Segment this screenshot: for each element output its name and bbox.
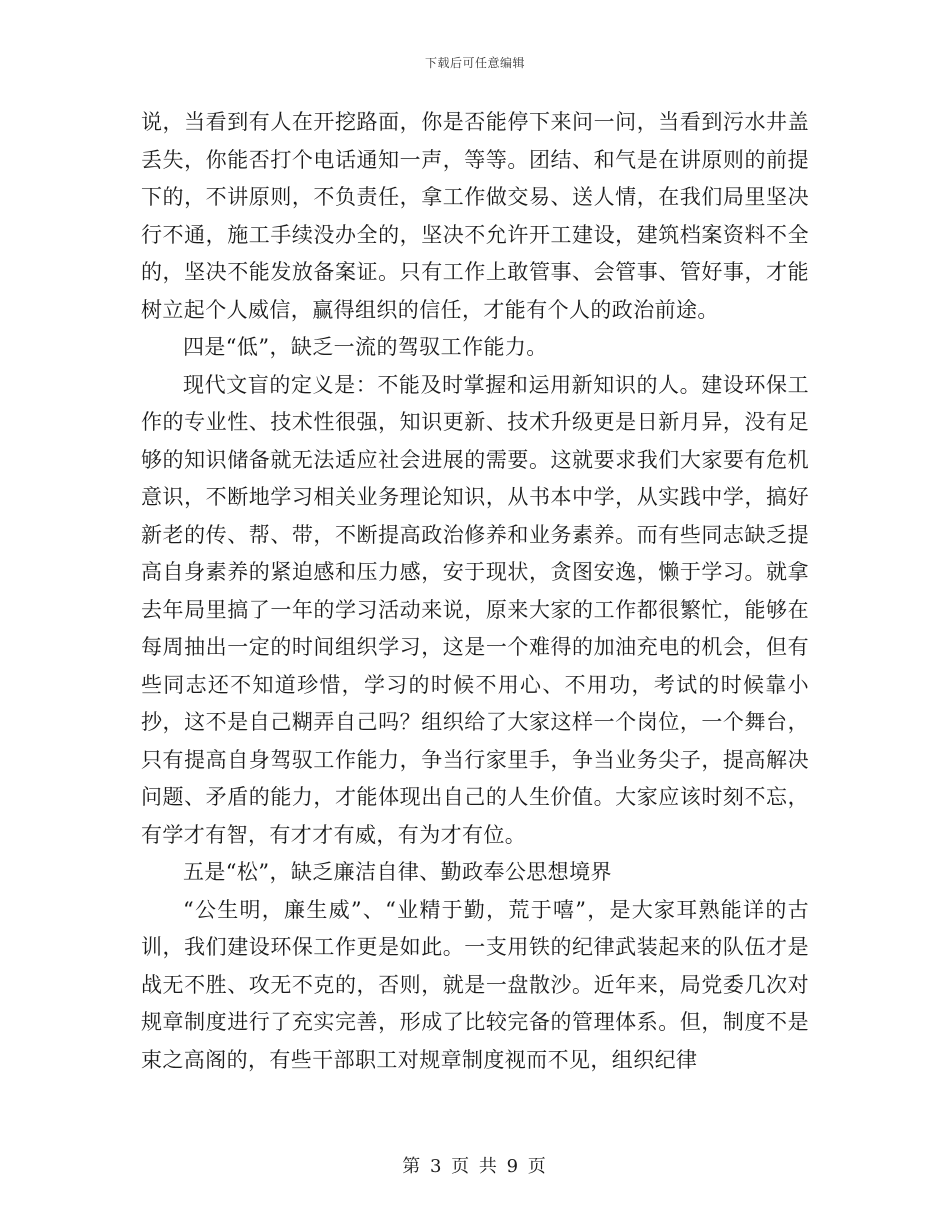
page-header: 下载后可任意编辑 (424, 56, 525, 70)
paragraph-discipline: “公生明，廉生威”、“业精于勤，荒于嘻”，是大家耳熟能详的古训，我们建设环保工作更是如此。一支用铁的纪律武装起来的队伍才是战无不胜、攻无不克的，否则，就是一盘散沙。近年来，局党委几次对规章制度进行了充实完善，形成了比较完备的管理体系。但，制度不是束之高阁的，有些干部职工对规章制度视而不见，组织纪律 (141, 897, 809, 1072)
paragraph-continuation: 说，当看到有人在开挖路面，你是否能停下来问一问，当看到污水井盖丢失，你能否打个电话通知一声，等等。团结、和气是在讲原则的前提下的，不讲原则，不负责任，拿工作做交易、送人情，在我们局里坚决行不通，施工手续没办全的，坚决不允许开工建设，建筑档案资料不全的，坚决不能发放备案证。只有工作上敢管事、会管事、管好事，才能树立起个人威信，赢得组织的信任，才能有个人的政治前途。 (141, 110, 809, 322)
section-heading-four: 四是“低”，缺乏一流的驾驭工作能力。 (183, 335, 548, 359)
body-text (141, 104, 809, 1079)
section-heading-five: 五是“松”，缺乏廉洁自律、勤政奉公思想境界 (183, 860, 612, 884)
page-number-footer: 第 3 页 共 9 页 (402, 1156, 548, 1177)
paragraph-knowledge: 现代文盲的定义是：不能及时掌握和运用新知识的人。建设环保工作的专业性、技术性很强，知识更新、技术升级更是日新月异，没有足够的知识储备就无法适应社会进展的需要。这就要求我们大家要有危机意识，不断地学习相关业务理论知识，从书本中学，从实践中学，搞好新老的传、帮、带，不断提高政治修养和业务素养。而有些同志缺乏提高自身素养的紧迫感和压力感，安于现状，贪图安逸，懒于学习。就拿去年局里搞了一年的学习活动来说，原来大家的工作都很繁忙，能够在每周抽出一定的时间组织学习，这是一个难得的加油充电的机会，但有些同志还不知道珍惜，学习的时候不用心、不用功，考试的时候靠小抄，这不是自己糊弄自己吗？组织给了大家这样一个岗位，一个舞台，只有提高自身驾驭工作能力，争当行家里手，争当业务尖子，提高解决问题、矛盾的能力，才能体现出自己的人生价值。大家应该时刻不忘，有学才有智，有才才有威，有为才有位。 (141, 372, 809, 847)
